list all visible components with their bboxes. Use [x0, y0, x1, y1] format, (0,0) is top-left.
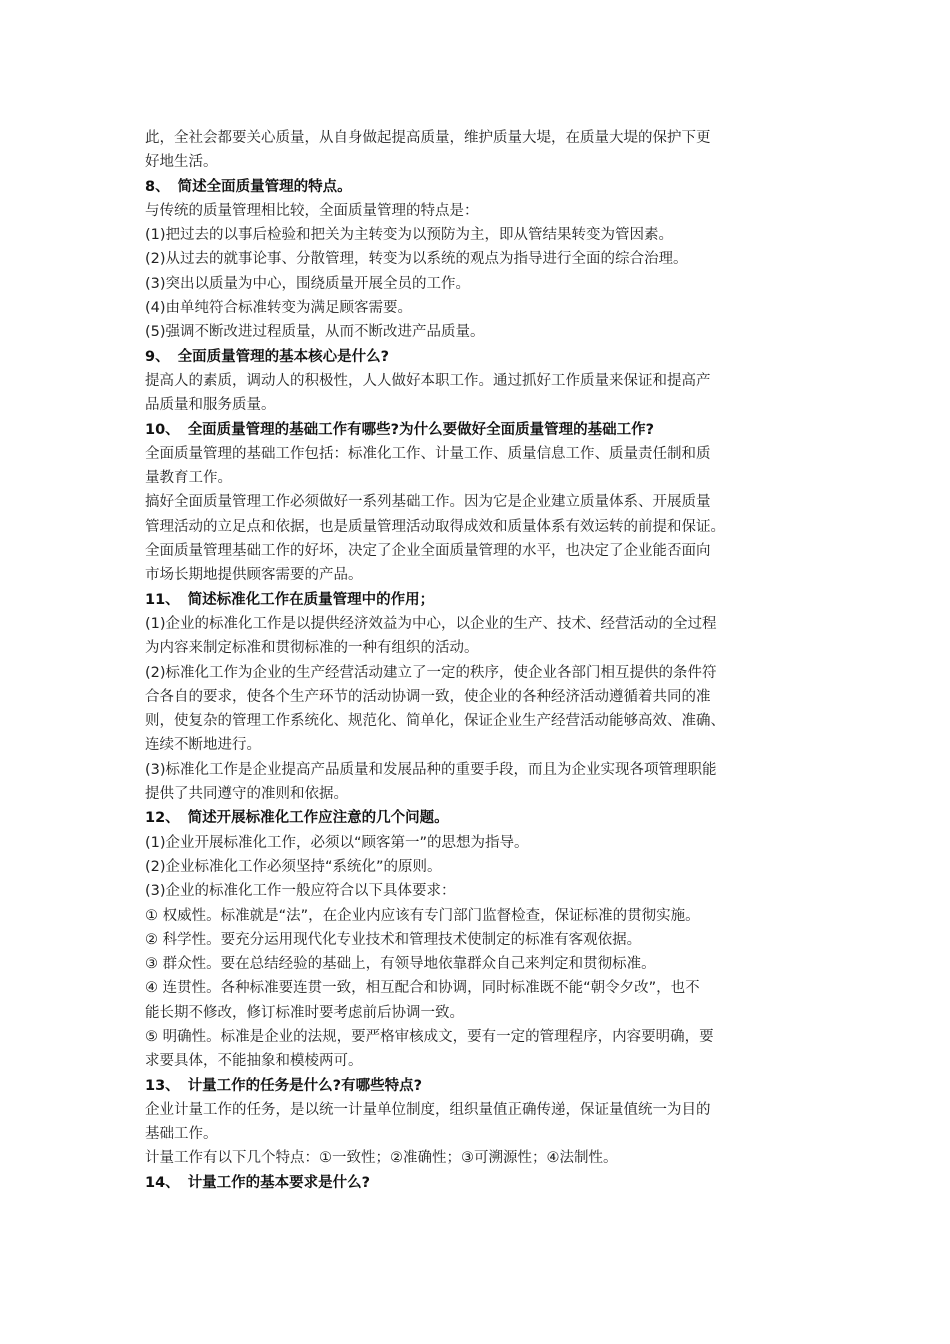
paragraph-line: 连续不断地进行。: [145, 737, 261, 754]
section-heading: [145, 588, 810, 612]
paragraph-line: ⑤ 明确性。标准是企业的法规，要严格审核成文，要有一定的管理程序，内容要明确，要: [145, 1028, 714, 1045]
paragraph-line: 则，使复杂的管理工作系统化、规范化、简单化，保证企业生产经营活动能够高效、准确、: [145, 713, 725, 730]
section-number: 10、: [145, 421, 180, 438]
paragraph-line: ④ 连贯性。各种标准要连贯一致，相互配合和协调，同时标准既不能“朝令夕改”，也不: [145, 980, 700, 997]
section-heading: [145, 806, 810, 830]
document-page: [145, 126, 810, 1195]
paragraph-line: 全面质量管理的基础工作包括：标准化工作、计量工作、质量信息工作、质量责任制和质: [145, 445, 711, 462]
section-number: 8、: [145, 178, 170, 195]
paragraph-line: 提供了共同遵守的准则和依据。: [145, 786, 348, 803]
paragraph-line: 企业计量工作的任务，是以统一计量单位制度，组织量值正确传递，保证量值统一为目的: [145, 1101, 711, 1118]
paragraph-line: 全面质量管理基础工作的好坏，决定了企业全面质量管理的水平，也决定了企业能否面向: [145, 543, 711, 560]
paragraph-line: 合各自的要求，使各个生产环节的活动协调一致，使企业的各种经济活动遵循着共同的准: [145, 688, 711, 705]
paragraph-line: 量教育工作。: [145, 470, 232, 487]
section-number: 11、: [145, 591, 180, 608]
paragraph-line: (1)把过去的以事后检验和把关为主转变为以预防为主，即从管结果转变为管因素。: [145, 227, 674, 244]
paragraph-line: (4)由单纯符合标准转变为满足顾客需要。: [145, 300, 413, 317]
section-number: 9、: [145, 348, 170, 365]
section-title: 简述开展标准化工作应注意的几个问题。: [187, 810, 449, 827]
paragraph-line: (5)强调不断改进过程质量，从而不断改进产品质量。: [145, 324, 485, 341]
paragraph-line: (1)企业开展标准化工作，必须以“顾客第一”的思想为指导。: [145, 834, 529, 851]
paragraph-line: ③ 群众性。要在总结经验的基础上，有领导地依靠群众自己来判定和贯彻标准。: [145, 956, 656, 973]
section-number: 12、: [145, 810, 180, 827]
paragraph-line: (1)企业的标准化工作是以提供经济效益为中心，以企业的生产、技术、经营活动的全过程: [145, 615, 717, 632]
paragraph-line: (3)突出以质量为中心，围绕质量开展全员的工作。: [145, 275, 471, 292]
paragraph-line: 市场长期地提供顾客需要的产品。: [145, 567, 363, 584]
section-title: 简述标准化工作在质量管理中的作用；: [187, 591, 435, 608]
paragraph-line: 搞好全面质量管理工作必须做好一系列基础工作。因为它是企业建立质量体系、开展质量: [145, 494, 711, 511]
paragraph-line: ① 权威性。标准就是“法”，在企业内应该有专门部门监督检查，保证标准的贯彻实施。: [145, 907, 700, 924]
paragraph-line: 与传统的质量管理相比较，全面质量管理的特点是：: [145, 202, 479, 219]
paragraph-line: 此，全社会都要关心质量，从自身做起提高质量，维护质量大堤，在质量大堤的保护下更: [145, 130, 711, 146]
paragraph-line: (3)企业的标准化工作一般应符合以下具体要求：: [145, 883, 456, 900]
section-title: 计量工作的基本要求是什么?: [187, 1174, 371, 1191]
paragraph-line: 计量工作有以下几个特点：①一致性；②准确性；③可溯源性；④法制性。: [145, 1150, 618, 1167]
section-heading: [145, 418, 810, 442]
paragraph-line: (3)标准化工作是企业提高产品质量和发展品种的重要手段，而且为企业实现各项管理职能: [145, 761, 717, 778]
section-number: 14、: [145, 1174, 180, 1191]
paragraph-line: 管理活动的立足点和依据，也是质量管理活动取得成效和质量体系有效运转的前提和保证。: [145, 518, 725, 535]
section-title: 计量工作的任务是什么?有哪些特点?: [187, 1077, 423, 1094]
paragraph-line: 品质量和服务质量。: [145, 397, 276, 414]
paragraph-line: ② 科学性。要充分运用现代化专业技术和管理技术使制定的标准有客观依据。: [145, 931, 642, 948]
section-heading: [145, 1074, 810, 1098]
paragraph-line: 好地生活。: [145, 154, 218, 171]
paragraph-line: 能长期不修改，修订标准时要考虑前后协调一致。: [145, 1004, 464, 1021]
paragraph-line: (2)企业标准化工作必须坚持“系统化”的原则。: [145, 858, 442, 875]
section-title: 全面质量管理的基本核心是什么?: [177, 348, 390, 365]
paragraph-line: 为内容来制定标准和贯彻标准的一种有组织的活动。: [145, 640, 479, 657]
section-title: 简述全面质量管理的特点。: [177, 178, 352, 195]
section-heading: [145, 1171, 810, 1195]
section-heading: [145, 175, 810, 199]
paragraph-line: (2)标准化工作为企业的生产经营活动建立了一定的秩序，使企业各部门相互提供的条件符: [145, 664, 717, 681]
paragraph-line: 提高人的素质，调动人的积极性，人人做好本职工作。通过抓好工作质量来保证和提高产: [145, 372, 711, 389]
paragraph-line: 求要具体，不能抽象和模棱两可。: [145, 1053, 363, 1070]
section-title: 全面质量管理的基础工作有哪些?为什么要做好全面质量管理的基础工作?: [187, 421, 655, 438]
paragraph-line: (2)从过去的就事论事、分散管理，转变为以系统的观点为指导进行全面的综合治理。: [145, 251, 688, 268]
section-number: 13、: [145, 1077, 180, 1094]
paragraph-line: 基础工作。: [145, 1126, 218, 1143]
section-heading: [145, 345, 810, 369]
